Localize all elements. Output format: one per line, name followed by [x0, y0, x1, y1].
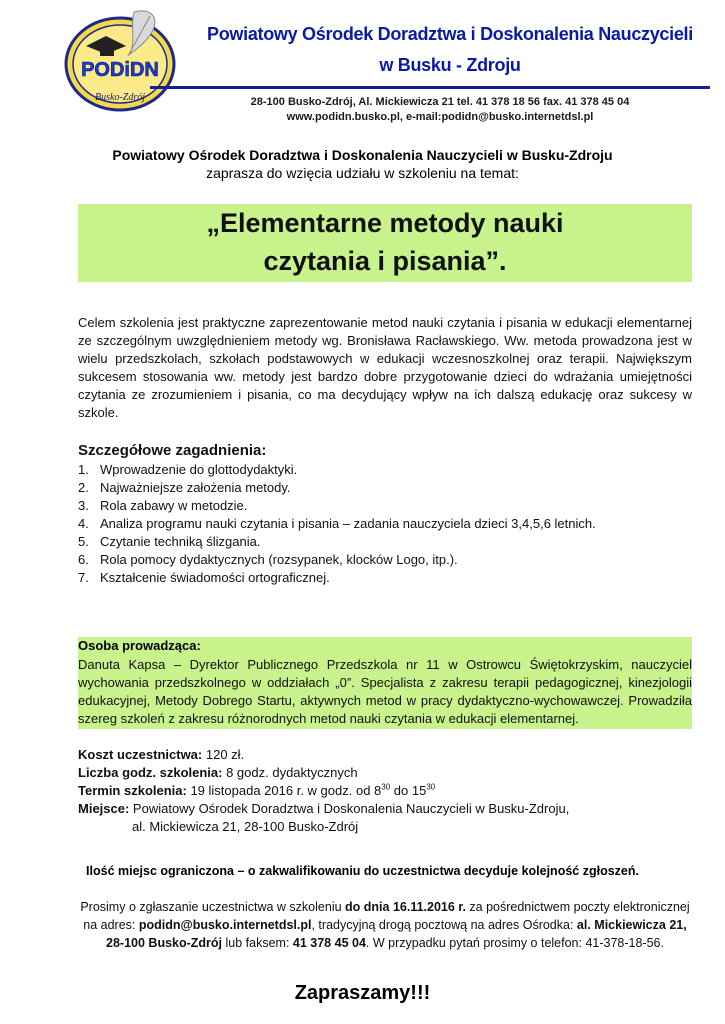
training-title-line2: czytania i pisania”.	[263, 246, 507, 276]
topic-item	[78, 515, 692, 533]
leader-text: Danuta Kapsa – Dyrektor Publicznego Przedszkola nr 11 w Ostrowcu Świętokrzyskim, nauczyciel wychowania przedszkolnego w oddziałach „0”. Specjalista z zakresu terapii pedagogicznej, kinezjologii edukacyjnej, Metody Dobrego Startu, aktywnych metod w pracy dydaktyczno-wychowawczej. Prowadziła szereg szkoleń z zakresu różnorodnych metod nauki czytania w edukacji elementarnej.	[78, 657, 692, 726]
topic-number: 4.	[78, 516, 89, 531]
topic-number: 5.	[78, 534, 89, 549]
registration-text-4: lub faksem:	[222, 936, 293, 950]
registration-email[interactable]: podidn@busko.internetdsl.pl	[138, 918, 312, 932]
registration-fax: 41 378 45 04	[292, 936, 366, 950]
registration-text-2: za pośrednictwem poczty elektronicznej na adres:	[83, 900, 690, 932]
topic-text: Analiza programu nauki czytania i pisania – zadania nauczyciela dzieci 3,4,5,6 letnich.	[100, 516, 596, 531]
registration-address: al. Mickiewicza 21, 28-100 Busko-Zdrój	[106, 918, 687, 950]
header-divider	[150, 86, 710, 89]
podidn-logo	[64, 6, 182, 112]
registration-info	[78, 898, 692, 952]
registration-deadline: do dnia 16.11.2016 r.	[345, 900, 466, 914]
training-title-line1: „Elementarne metody nauki	[206, 208, 564, 238]
topics-heading: Szczegółowe zagadnienia:	[78, 442, 267, 459]
date-start-minutes: 30	[381, 782, 391, 792]
topic-item	[78, 569, 692, 587]
topic-text: Rola zabawy w metodzie.	[100, 498, 248, 513]
closing-invitation: Zapraszamy!!!	[294, 982, 431, 1004]
topic-number: 7.	[78, 570, 89, 585]
intro-invite: zaprasza do wzięcia udziału w szkoleniu na temat:	[206, 165, 519, 181]
intro-organization: Powiatowy Ośrodek Doradztwa i Doskonalenia Nauczycieli w Busku-Zdroju	[112, 147, 613, 163]
registration-text-3: , tradycyjną drogą pocztową na adres Ośrodka:	[311, 918, 577, 932]
leader-heading: Osoba prowadząca:	[78, 638, 201, 653]
registration-text-5: . W przypadku pytań prosimy o telefon: 41-378-18-56.	[365, 936, 664, 950]
topic-number: 2.	[78, 480, 89, 495]
header-address: 28-100 Busko-Zdrój, Al. Mickiewicza 21 tel. 41 378 18 56 fax. 41 378 45 04	[250, 96, 630, 108]
topics-list	[78, 461, 692, 587]
topic-item	[78, 479, 692, 497]
hours-label: Liczba godz. szkolenia:	[78, 765, 223, 780]
topic-text: Czytanie techniką ślizgania.	[100, 534, 261, 549]
date-value: 19 listopada 2016 r. w godz. od 8	[186, 783, 382, 798]
topic-number: 6.	[78, 552, 89, 567]
header-title-line2: w Busku - Zdroju	[379, 55, 521, 75]
hours-row	[78, 764, 358, 782]
header-contact: www.podidn.busko.pl, e-mail:podidn@busko.internetdsl.pl	[286, 111, 594, 123]
place-address: al. Mickiewicza 21, 28-100 Busko-Zdrój	[132, 819, 359, 834]
header-title-line1: Powiatowy Ośrodek Doradztwa i Doskonalenia Nauczycieli	[207, 24, 693, 44]
topic-item	[78, 497, 692, 515]
registration-text-1: Prosimy o zgłaszanie uczestnictwa w szkoleniu	[80, 900, 346, 914]
limited-seats-notice: Ilość miejsc ograniczona – o zakwalifikowaniu do uczestnictwa decyduje kolejność zgłoszeń.	[86, 864, 639, 878]
hours-value: 8 godz. dydaktycznych	[222, 765, 358, 780]
training-description: Celem szkolenia jest praktyczne zaprezentowanie metod nauki czytania i pisania w edukacji elementarnej ze szczególnym uwzględnieniem metody wg. Bronisława Racławskiego. Ww. metoda prowadzona jest w wielu przedszkolach, szkołach podstawowych w edukacji wczesnoszkolnej oraz terapii. Największym sukcesem stosowania ww. metody jest bardzo dobre przygotowanie dzieci do wdrażania umiejętności czytania ze zrozumieniem i pisania, co ma decydujący wpływ na ich dalszą edukację oraz sukcesy w szkole.	[78, 315, 692, 420]
place-label: Miejsce:	[78, 801, 130, 816]
topic-text: Najważniejsze założenia metody.	[100, 480, 291, 495]
logo-text: PODiDN	[81, 59, 159, 81]
place-value: Powiatowy Ośrodek Doradztwa i Doskonalenia Nauczycieli w Busku-Zdroju,	[129, 801, 570, 816]
topic-text: Kształcenie świadomości ortograficznej.	[100, 570, 330, 585]
logo-subtext: Busko-Zdrój	[95, 92, 145, 103]
topic-item	[78, 533, 692, 551]
topic-text: Wprowadzenie do glottodydaktyki.	[100, 462, 298, 477]
topic-item	[78, 461, 692, 479]
topic-number: 3.	[78, 498, 89, 513]
topic-number: 1.	[78, 462, 89, 477]
date-label: Termin szkolenia:	[78, 783, 187, 798]
cost-label: Koszt uczestnictwa:	[78, 747, 203, 762]
cost-row	[78, 746, 244, 764]
date-end-minutes: 30	[426, 782, 436, 792]
topic-text: Rola pomocy dydaktycznych (rozsypanek, klocków Logo, itp.).	[100, 552, 458, 567]
place-row	[78, 800, 569, 818]
cost-value: 120 zł.	[202, 747, 245, 762]
date-row	[78, 782, 435, 800]
date-mid: do 15	[390, 783, 427, 798]
topic-item	[78, 551, 692, 569]
